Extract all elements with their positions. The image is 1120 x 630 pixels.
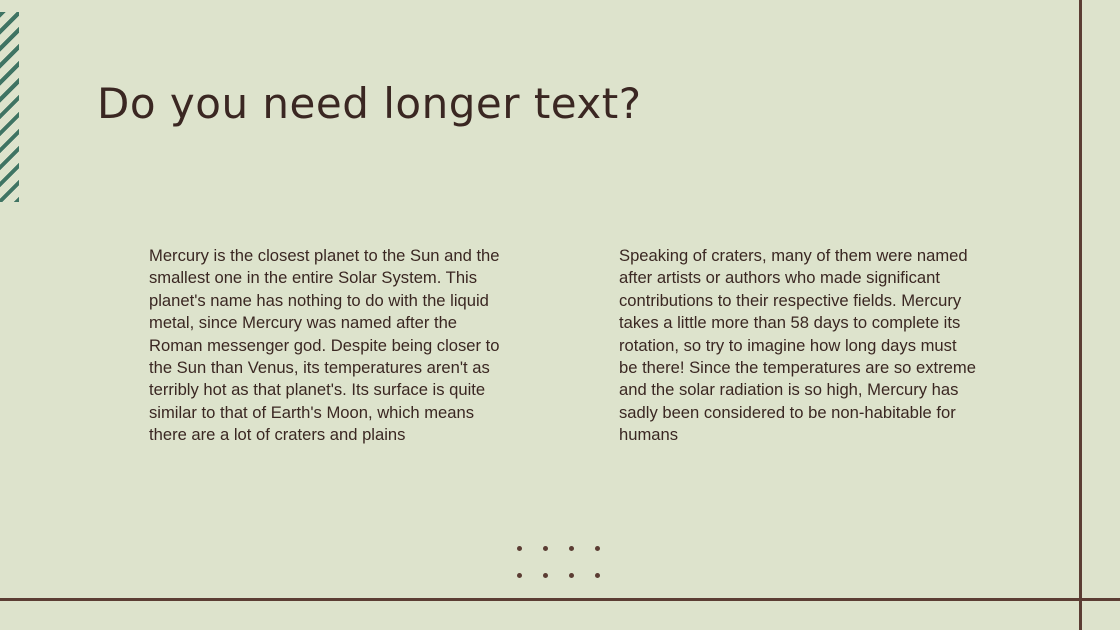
dots-decoration: [517, 546, 601, 580]
text-column-right: Speaking of craters, many of them were named after artists or authors who made significant contributions to their respective fields. Mercury takes a little more than 58 days to complete its rotation, so try to imagine how long days must be there! Since the temperatures are so extreme and the solar radiation is so high, Mercury has sadly been considered to be non-habitable for humans: [619, 246, 976, 445]
dot: [569, 573, 574, 578]
dot: [517, 546, 522, 551]
dot: [543, 546, 548, 551]
dot: [595, 546, 600, 551]
horizontal-divider-line: [0, 598, 1120, 601]
dot: [569, 546, 574, 551]
dot: [517, 573, 522, 578]
text-column-left: Mercury is the closest planet to the Sun and the smallest one in the entire Solar System. This planet's name has nothing to do with the liquid metal, since Mercury was named after the Roman messenger god. Despite being closer to the Sun than Venus, its temperatures aren't as terribly hot as that planet's. Its surface is quite similar to that of Earth's Moon, which means there are a lot of craters and plains: [149, 246, 500, 445]
dot: [543, 573, 548, 578]
slide-title: Do you need longer text?: [97, 79, 642, 128]
dot: [595, 573, 600, 578]
vertical-divider-line: [1079, 0, 1082, 630]
diagonal-stripes-decoration: [0, 12, 19, 202]
